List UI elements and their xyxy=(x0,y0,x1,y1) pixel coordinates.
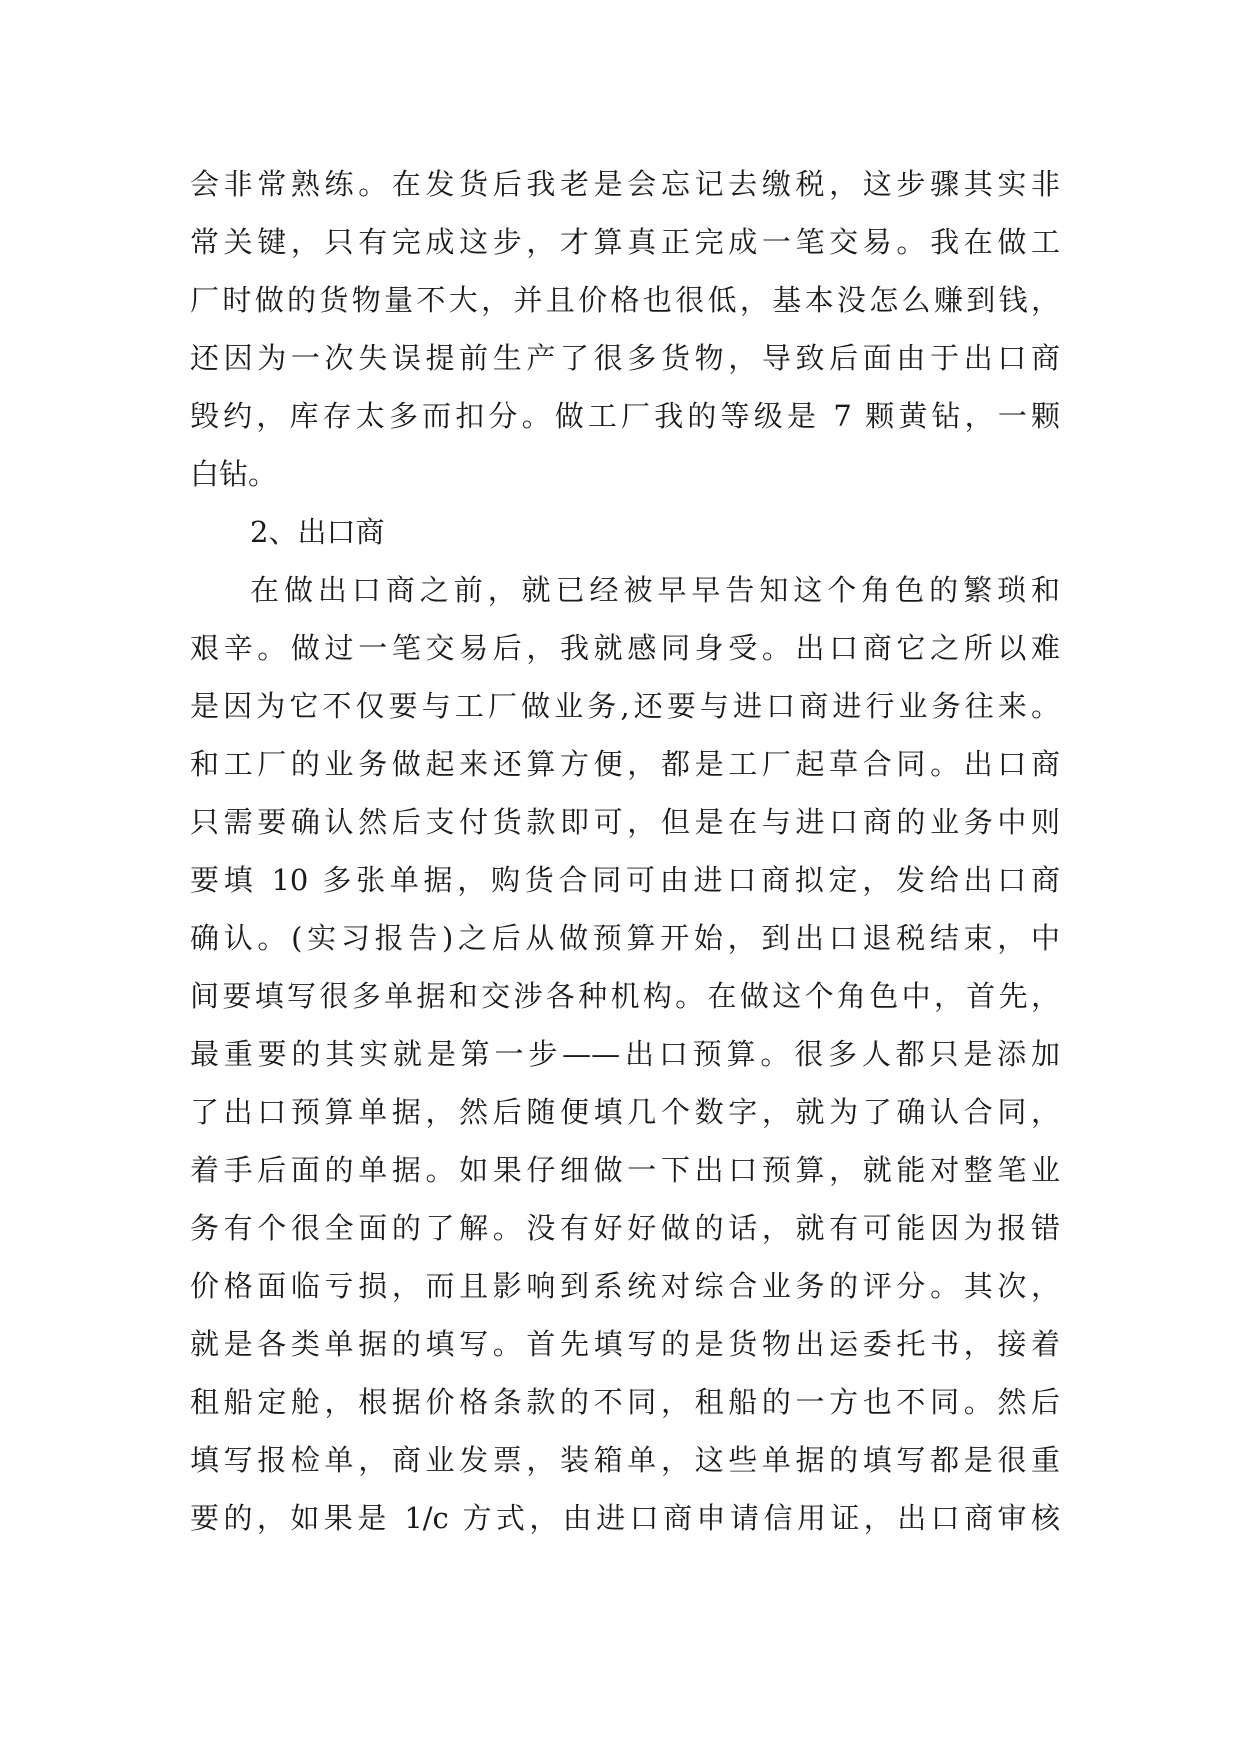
text-line: 填写报检单，商业发票，装箱单，这些单据的填写都是很重 xyxy=(190,1443,1060,1477)
text-line: 最重要的其实就是第一步——出口预算。很多人都只是添加 xyxy=(190,1037,1060,1071)
text-line: 要的，如果是 1/c 方式，由进口商申请信用证，出口商审核 xyxy=(190,1501,1060,1535)
text-line: 了出口预算单据，然后随便填几个数字，就为了确认合同， xyxy=(190,1095,1060,1129)
text-line: 要填 10 多张单据，购货合同可由进口商拟定，发给出口商 xyxy=(190,863,1060,897)
text-line: 间要填写很多单据和交涉各种机构。在做这个角色中，首先， xyxy=(190,979,1060,1013)
text-line: 是因为它不仅要与工厂做业务,还要与进口商进行业务往来。 xyxy=(190,689,1060,723)
text-line: 着手后面的单据。如果仔细做一下出口预算，就能对整笔业 xyxy=(190,1153,1060,1187)
body-text xyxy=(190,155,1060,1547)
text-line: 会非常熟练。在发货后我老是会忘记去缴税，这步骤其实非 xyxy=(190,167,1060,201)
text-line: 厂时做的货物量不大，并且价格也很低，基本没怎么赚到钱， xyxy=(190,283,1060,317)
text-line: 只需要确认然后支付货款即可，但是在与进口商的业务中则 xyxy=(190,805,1060,839)
text-line: 务有个很全面的了解。没有好好做的话，就有可能因为报错 xyxy=(190,1211,1060,1245)
text-line: 价格面临亏损，而且影响到系统对综合业务的评分。其次， xyxy=(190,1269,1060,1303)
text-line: 毁约，库存太多而扣分。做工厂我的等级是 7 颗黄钻，一颗 xyxy=(190,399,1060,433)
text-line: 租船定舱，根据价格条款的不同，租船的一方也不同。然后 xyxy=(190,1385,1060,1419)
text-line: 白钻。 xyxy=(190,457,278,491)
text-line: 常关键，只有完成这步，才算真正完成一笔交易。我在做工 xyxy=(190,225,1060,259)
text-line: 在做出口商之前，就已经被早早告知这个角色的繁琐和 xyxy=(250,573,1060,607)
section-heading: 2、出口商 xyxy=(250,515,385,549)
text-line: 确认。(实习报告)之后从做预算开始，到出口退税结束，中 xyxy=(190,921,1060,955)
text-line: 就是各类单据的填写。首先填写的是货物出运委托书，接着 xyxy=(190,1327,1060,1361)
text-line: 和工厂的业务做起来还算方便，都是工厂起草合同。出口商 xyxy=(190,747,1060,781)
text-line: 艰辛。做过一笔交易后，我就感同身受。出口商它之所以难 xyxy=(190,631,1060,665)
text-line: 还因为一次失误提前生产了很多货物，导致后面由于出口商 xyxy=(190,341,1060,375)
